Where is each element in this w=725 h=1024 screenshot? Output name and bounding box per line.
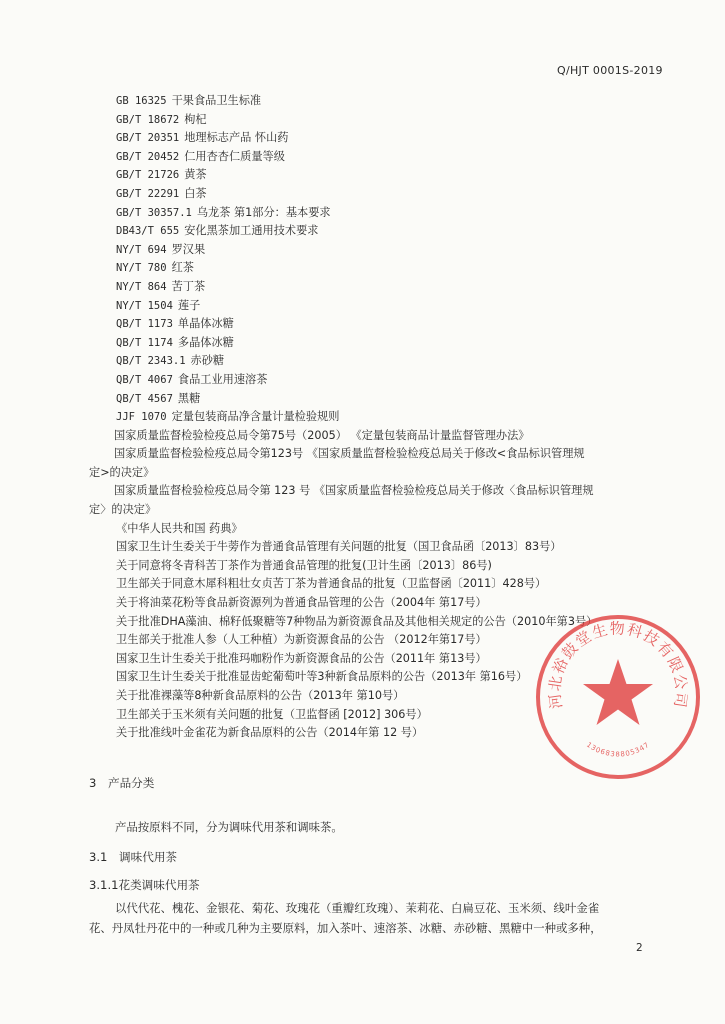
reference-item	[0, 334, 725, 353]
regulation-item: 卫生部关于批准人参（人工种植）为新资源食品的公告 （2012年第17号）	[116, 633, 487, 647]
standard-title: 干果食品卫生标准	[171, 94, 262, 107]
reference-item	[0, 315, 725, 334]
subsection-heading-flower-type: 3.1.1花类调味代用茶	[89, 878, 200, 892]
reference-item	[0, 129, 725, 148]
standard-code: NY/T 694	[116, 243, 167, 256]
regulation-item: 卫生部关于同意木犀科粗壮女贞苦丁茶为普通食品的批复（卫监督函〔2011〕428号）	[116, 577, 547, 591]
reference-item	[0, 278, 725, 297]
reference-item	[0, 222, 725, 241]
standard-title: 乌龙茶 第1部分：基本要求	[196, 205, 331, 219]
regulation-item: 国家卫生计生委关于批准玛咖粉作为新资源食品的公告（2011年 第13号）	[116, 651, 487, 665]
reference-item	[0, 371, 725, 390]
standard-title: 安化黑茶加工通用技术要求	[184, 224, 319, 238]
standard-title: 苦丁茶	[171, 279, 206, 293]
standard-code: QB/T 4067	[116, 373, 173, 386]
regulation-item: 关于批准线叶金雀花为新食品原料的公告（2014年第 12 号）	[116, 726, 424, 740]
standard-title: 白茶	[184, 186, 207, 200]
standard-code: NY/T 780	[116, 262, 167, 275]
standard-title: 仁用杏杏仁质量等级	[184, 149, 285, 163]
reference-item	[0, 111, 725, 130]
regulation-item: 《中华人民共和国 药典》	[116, 521, 243, 535]
reference-item	[0, 92, 725, 111]
paragraph-line: 花、丹凤牡丹花中的一种或几种为主要原料，加入茶叶、速溶茶、冰糖、赤砂糖、黑糖中一种或多种，	[89, 921, 602, 935]
standard-code: GB/T 21726	[116, 169, 180, 182]
standard-code: JJF 1070	[116, 411, 167, 424]
standard-title: 单晶体冰糖	[177, 317, 234, 331]
regulation-item: 关于将油菜花粉等食品新资源列为普通食品管理的公告（2004年 第17号）	[116, 596, 487, 610]
standard-code: GB/T 22291	[116, 187, 180, 200]
regulation-item: 关于批准DHA藻油、棉籽低聚糖等7种物品为新资源食品及其他相关规定的公告（2010年第3号）	[116, 614, 598, 628]
standard-code: GB 16325	[116, 95, 167, 107]
reference-item	[0, 390, 725, 409]
seal-stamp-icon	[533, 612, 703, 782]
regulation-item: 国家质量监督检验检疫总局令第123号 《国家质量监督检验检疫总局关于修改<食品标识管理规	[114, 447, 585, 461]
standard-title: 黑糖	[177, 391, 201, 405]
svg-text:1306838805347: 1306838805347	[584, 740, 652, 759]
standard-code: QB/T 1173	[116, 318, 173, 331]
reference-item	[0, 204, 725, 223]
regulation-item: 卫生部关于玉米须有关问题的批复（卫监督函 [2012] 306号）	[116, 707, 428, 721]
reference-item	[0, 241, 725, 260]
paragraph-line: 以代代花、槐花、金银花、菊花、玫瑰花（重瓣红玫瑰）、茉莉花、白扁豆花、玉米须、线叶金雀	[115, 901, 600, 915]
standard-code: QB/T 2343.1	[116, 355, 186, 368]
standard-code: GB/T 20351	[116, 132, 180, 145]
reference-item	[0, 185, 725, 204]
standard-title: 定量包装商品净含量计量检验规则	[171, 410, 340, 424]
standard-code: GB/T 20452	[116, 150, 180, 163]
standard-title: 红茶	[171, 261, 194, 275]
regulation-item-continuation: 定〉的决定》	[89, 503, 157, 517]
standard-code: GB/T 30357.1	[116, 206, 192, 219]
reference-item	[0, 352, 725, 371]
reference-item	[0, 297, 725, 316]
standard-title: 黄茶	[184, 168, 207, 182]
standard-code: NY/T 1504	[116, 299, 173, 312]
svg-text:河北裕鼓堂生物科技有限公司: 河北裕鼓堂生物科技有限公司	[545, 619, 691, 711]
regulation-item-continuation: 定>的决定》	[89, 465, 155, 479]
reference-item	[0, 148, 725, 167]
section-heading-product-classification: 3 产品分类	[89, 776, 155, 790]
reference-item	[0, 166, 725, 185]
standard-code: DB43/T 655	[116, 225, 180, 238]
standard-code: QB/T 4567	[116, 392, 173, 405]
document-code: Q/HJT 0001S-2019	[557, 64, 663, 77]
standard-title: 枸杞	[184, 112, 207, 126]
regulation-item: 国家质量监督检验检疫总局令第 123 号 《国家质量监督检验检疫总局关于修改〈食品标识管理规	[114, 484, 594, 498]
classification-intro: 产品按原料不同，分为调味代用茶和调味茶。	[115, 820, 343, 834]
standard-title: 罗汉果	[171, 242, 206, 256]
standard-title: 地理标志产品 怀山药	[184, 131, 289, 145]
regulation-item: 关于同意将冬青科苦丁茶作为普通食品管理的批复(卫计生函〔2013〕86号)	[116, 558, 492, 572]
page-number: 2	[636, 942, 643, 954]
standard-code: NY/T 864	[116, 280, 167, 293]
standard-title: 多晶体冰糖	[177, 335, 234, 349]
subsection-heading-seasoned-substitute-tea: 3.1 调味代用茶	[89, 850, 178, 864]
standard-code: GB/T 18672	[116, 113, 180, 126]
reference-item	[0, 259, 725, 278]
regulation-item: 关于批准裸藻等8种新食品原料的公告（2013年 第10号）	[116, 689, 405, 702]
regulation-item: 国家卫生计生委关于批准显齿蛇葡萄叶等3种新食品原料的公告（2013年 第16号）	[116, 670, 528, 684]
standard-code: QB/T 1174	[116, 336, 173, 349]
standard-title: 莲子	[177, 298, 201, 312]
reference-item	[0, 408, 725, 427]
standard-title: 食品工业用速溶茶	[177, 372, 268, 386]
company-seal	[533, 612, 703, 782]
regulation-item: 国家卫生计生委关于牛蒡作为普通食品管理有关问题的批复（国卫食品函〔2013〕83号）	[116, 540, 562, 554]
standard-title: 赤砂糖	[190, 354, 225, 368]
regulation-item: 国家质量监督检验检疫总局令第75号（2005） 《定量包装商品计量监督管理办法》	[114, 428, 530, 442]
